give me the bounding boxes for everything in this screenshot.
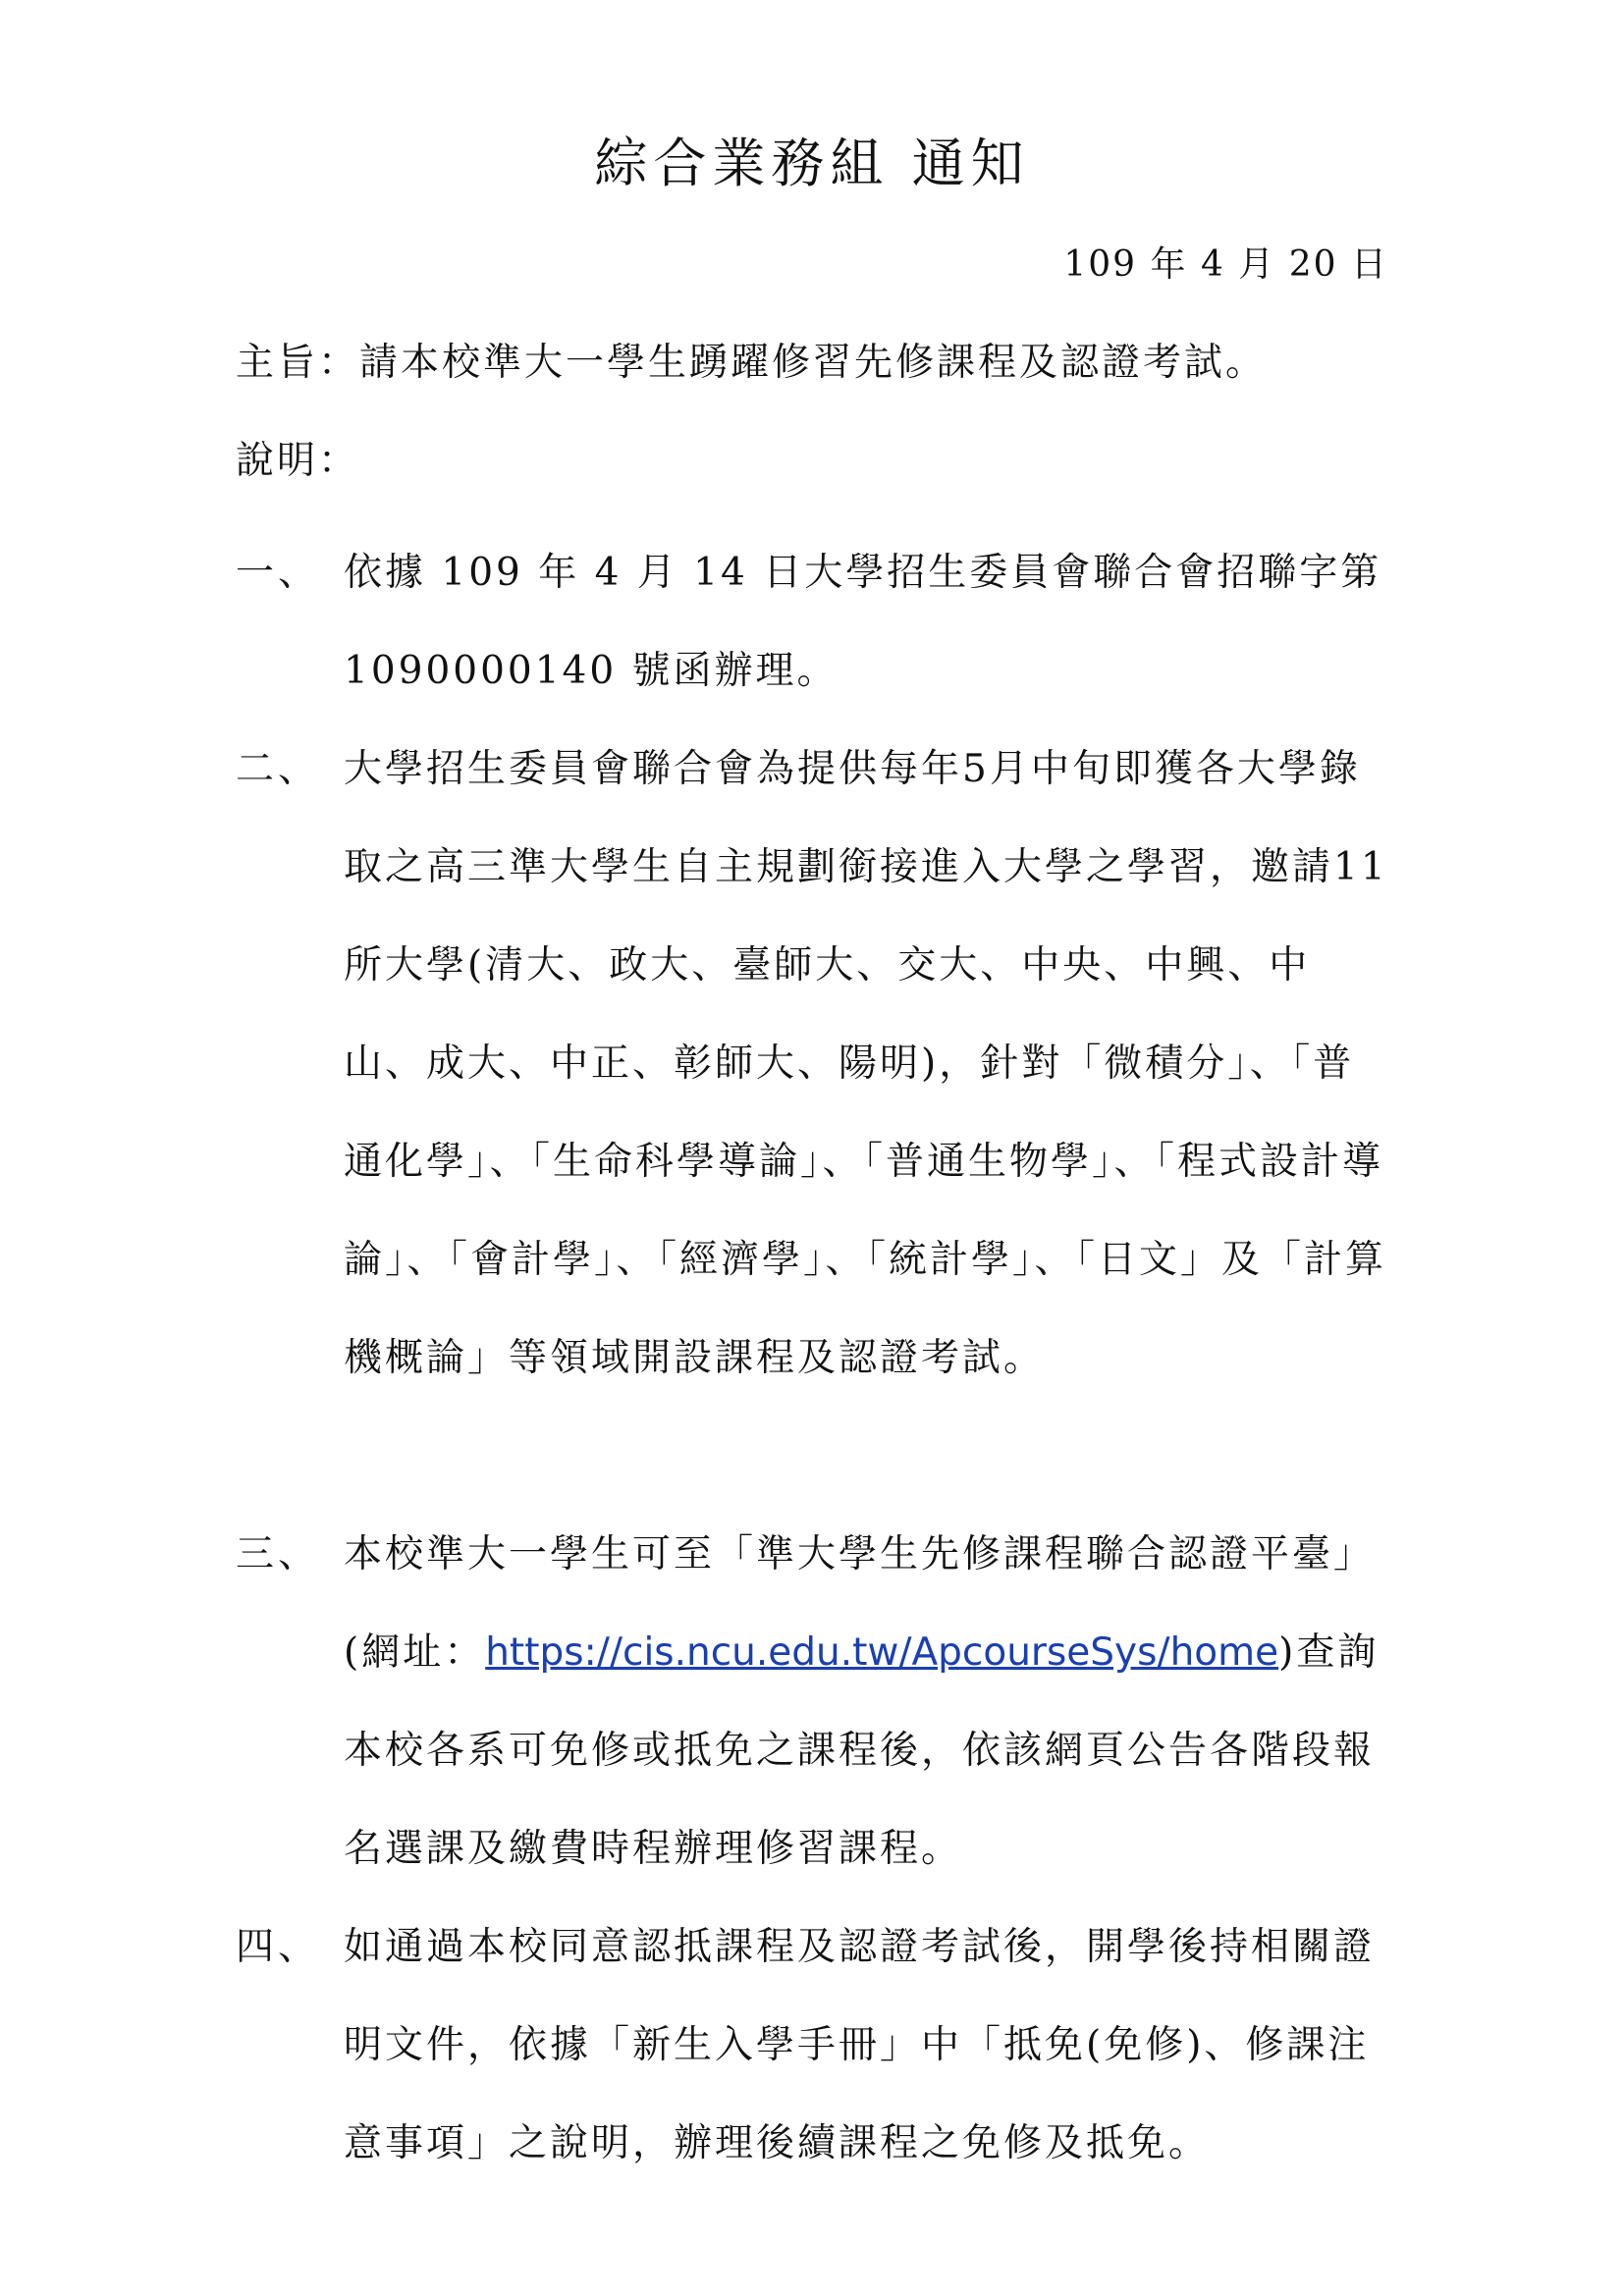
platform-url-link[interactable]: https://cis.ncu.edu.tw/ApcourseSys/home [485, 1630, 1279, 1675]
item-number: 四、 [236, 1925, 321, 1969]
item-number: 二、 [236, 747, 321, 791]
item-text-after: )查詢本校各系可免修或抵免之課程後，依該網頁公告各階段報名選課及繳費時程辦理修習課程。 [344, 1630, 1380, 1871]
notice-subject: 主旨：請本校準大一學生踴躍修習先修課程及認證考試。 [236, 341, 1268, 385]
notice-title: 綜合業務組 通知 [594, 133, 1030, 194]
item-number: 一、 [236, 551, 321, 595]
item-number: 三、 [236, 1532, 321, 1576]
explanation-label: 說明： [236, 439, 360, 483]
item-text: 大學招生委員會聯合會為提供每年5月中旬即獲各大學錄取之高三準大學生自主規劃銜接進入大學之學習，邀請11所大學(清大、政大、臺師大、交大、中央、中興、中山、成大、中正、彰師大、陽明)，針對「微積分」、「普通化學」、「生命科學導論」、「普通生物學」、「程式設計導論」、「會計學」、「經濟學」、「統計學」、「日文」及「計算機概論」等領域開設課程及認證考試。 [344, 747, 1388, 1380]
item-text: 依據 109 年 4 月 14 日大學招生委員會聯合會招聯字第 1090000140 號函辦理。 [344, 551, 1382, 693]
item-text [344, 1506, 1392, 1898]
item-text-before: 本校準大一學生可至「準大學生先修課程聯合認證平臺」(網址： [344, 1532, 1376, 1675]
item-text: 如通過本校同意認抵課程及認證考試後，開學後持相關證明文件，依據「新生入學手冊」中「抵免(免修)、修課注意事項」之說明，辦理後續課程之免修及抵免。 [344, 1925, 1376, 2165]
notice-date: 109 年 4 月 20 日 [1063, 244, 1388, 285]
